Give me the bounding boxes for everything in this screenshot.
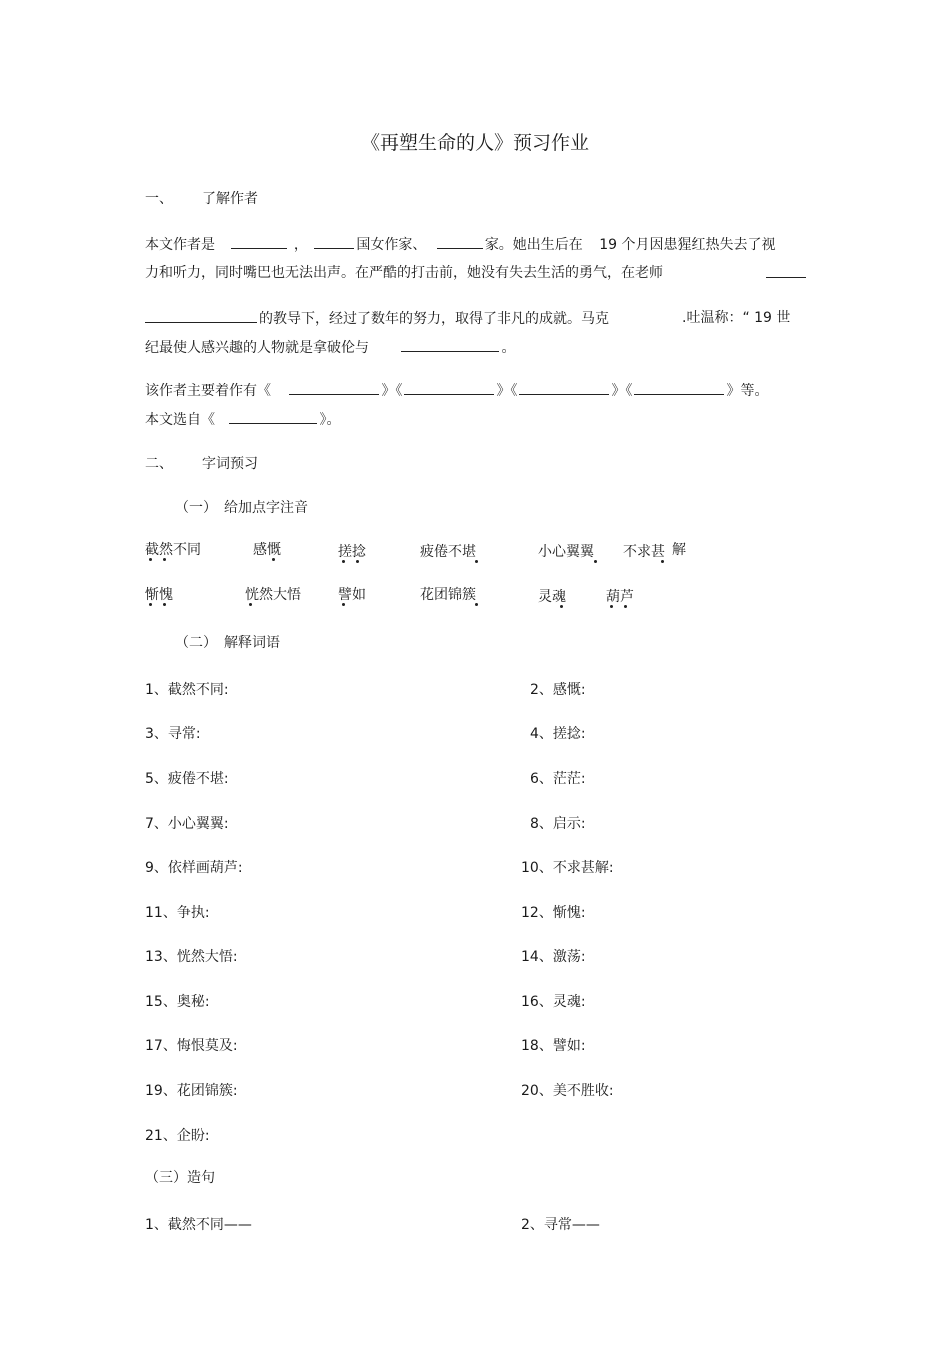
- blank-work-4[interactable]: [634, 379, 724, 395]
- definition-item: 10、不求甚解:: [521, 860, 614, 876]
- section2-number: 二、: [145, 456, 173, 472]
- blank-author-name[interactable]: [231, 233, 287, 249]
- subsection2-label: 解释词语: [224, 635, 280, 651]
- subsection2-number: （二）: [175, 635, 217, 651]
- blank-source[interactable]: [229, 408, 317, 424]
- blank-person[interactable]: [401, 336, 499, 352]
- author-paragraph-line1: [145, 233, 776, 254]
- blank-work-2[interactable]: [404, 379, 494, 395]
- author-paragraph-line3: [145, 307, 609, 328]
- blank-teacher[interactable]: [145, 307, 257, 323]
- pinyin-word: 搓捻: [338, 541, 366, 561]
- text: 的教导下，经过了数年的努力，取得了非凡的成就。马克: [259, 311, 609, 327]
- definition-item: 9、依样画葫芦:: [145, 860, 243, 876]
- blank-country[interactable]: [314, 233, 354, 249]
- definition-item: 6、茫茫:: [530, 771, 586, 787]
- text: 》《: [611, 383, 633, 399]
- definition-item: 5、疲倦不堪:: [145, 771, 229, 787]
- definition-item: 12、惭愧:: [521, 905, 586, 921]
- pinyin-word: 花团锦簇: [420, 584, 476, 604]
- definition-item: 13、恍然大悟:: [145, 949, 238, 965]
- pinyin-word: 葫芦: [606, 586, 634, 606]
- definition-item: 11、争执:: [145, 905, 210, 921]
- text: 国女作家、: [356, 237, 427, 253]
- definition-item: 17、悔恨莫及:: [145, 1038, 238, 1054]
- section2-heading: 字词预习: [202, 456, 258, 472]
- blank-work-3[interactable]: [519, 379, 609, 395]
- pinyin-word: 不求甚: [623, 541, 665, 561]
- sentence-item: 2、寻常——: [521, 1217, 600, 1233]
- pinyin-word: 截然不同: [145, 539, 201, 559]
- pinyin-word: 疲倦不堪: [420, 541, 476, 561]
- definition-item: 2、感慨:: [530, 682, 586, 698]
- pinyin-word: 惭愧: [145, 584, 173, 604]
- text: 》《: [381, 383, 403, 399]
- subsection3-label: （三）造句: [145, 1170, 215, 1186]
- section1-number: 一、: [145, 191, 173, 207]
- text: 本文作者是: [145, 237, 215, 253]
- blank-teacher-end[interactable]: [764, 262, 808, 282]
- sentence-item: 1、截然不同——: [145, 1217, 252, 1233]
- pinyin-word: 感慨: [253, 539, 281, 559]
- text: 》。: [319, 412, 341, 428]
- author-paragraph-line2: 力和听力，同时嘴巴也无法出声。在严酷的打击前，她没有失去生活的勇气，在老师: [145, 265, 663, 281]
- text: 》等。: [726, 383, 769, 399]
- definition-item: 20、美不胜收:: [521, 1083, 614, 1099]
- definition-item: 15、奥秘:: [145, 994, 210, 1010]
- definition-item: 8、启示:: [530, 816, 586, 832]
- pinyin-word: 恍然大悟: [245, 584, 301, 604]
- subsection1-label: 给加点字注音: [224, 500, 308, 516]
- text: 本文选自《: [145, 412, 215, 428]
- definition-item: 7、小心翼翼:: [145, 816, 229, 832]
- definition-item: 14、激荡:: [521, 949, 586, 965]
- text: 。: [501, 340, 516, 356]
- definition-item: 16、灵魂:: [521, 994, 586, 1010]
- blank-work-1[interactable]: [289, 379, 379, 395]
- definition-item: 18、譬如:: [521, 1038, 586, 1054]
- works-line1: [145, 379, 768, 400]
- pinyin-word: 譬如: [338, 584, 366, 604]
- definition-item: 3、寻常:: [145, 726, 201, 742]
- author-paragraph-line4: [145, 336, 515, 357]
- section1-heading: 了解作者: [202, 191, 258, 207]
- text: 纪最使人感兴趣的人物就是拿破伦与: [145, 340, 369, 356]
- definition-item: 19、花团锦簇:: [145, 1083, 238, 1099]
- definition-item: 21、企盼:: [145, 1128, 210, 1144]
- page-title: 《再塑生命的人》预习作业: [360, 132, 589, 154]
- text: ，: [293, 237, 308, 253]
- subsection1-number: （一）: [175, 500, 217, 516]
- definition-item: 4、搓捻:: [530, 726, 586, 742]
- works-line2: [145, 408, 340, 429]
- pinyin-word: 解: [672, 542, 686, 558]
- text: 》《: [496, 383, 518, 399]
- text: 19 个月因患猩红热失去了视: [599, 237, 776, 253]
- pinyin-word: 小心翼翼: [538, 541, 594, 561]
- twain-quote: .吐温称：“ 19 世: [682, 310, 791, 326]
- definition-item: 1、截然不同:: [145, 682, 229, 698]
- text: 家。她出生后在: [484, 237, 583, 253]
- blank-profession[interactable]: [437, 233, 483, 249]
- pinyin-word: 灵魂: [538, 586, 566, 606]
- text: 该作者主要着作有《: [145, 383, 271, 399]
